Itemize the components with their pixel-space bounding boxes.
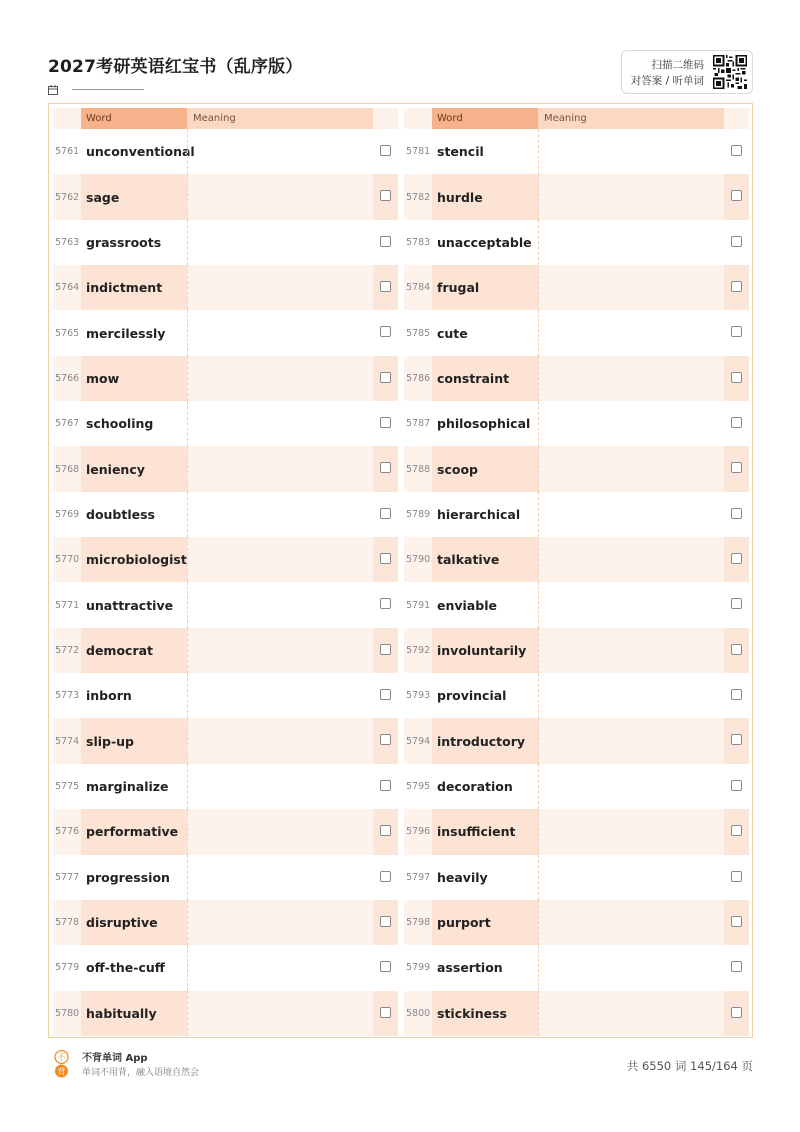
table-row — [53, 764, 398, 809]
word-checkbox[interactable] — [731, 190, 742, 201]
word-text: involuntarily — [432, 628, 538, 673]
word-checkbox[interactable] — [731, 825, 742, 836]
checkbox-cell — [724, 492, 749, 537]
word-text: hurdle — [432, 174, 538, 219]
checkbox-cell — [724, 356, 749, 401]
header-number-cell — [404, 108, 432, 129]
table-row — [404, 628, 749, 673]
checkbox-cell — [373, 537, 398, 582]
meaning-blank[interactable] — [538, 129, 724, 174]
checkbox-cell — [724, 945, 749, 990]
date-blank-line — [72, 89, 144, 90]
word-checkbox[interactable] — [731, 1007, 742, 1018]
meaning-blank[interactable] — [187, 991, 373, 1036]
word-text: insufficient — [432, 809, 538, 854]
table-row — [53, 492, 398, 537]
word-checkbox[interactable] — [731, 961, 742, 972]
table-row — [404, 446, 749, 491]
word-number: 5800 — [406, 1007, 431, 1019]
checkbox-cell — [373, 991, 398, 1036]
checkbox-cell — [373, 809, 398, 854]
word-number: 5794 — [406, 735, 431, 747]
word-text: habitually — [81, 991, 187, 1036]
word-number: 5798 — [406, 917, 431, 929]
table-row — [53, 855, 398, 900]
checkbox-cell — [373, 220, 398, 265]
checkbox-cell — [724, 900, 749, 945]
qr-code-icon[interactable] — [713, 55, 747, 89]
meaning-blank[interactable] — [538, 628, 724, 673]
checkbox-cell — [724, 809, 749, 854]
word-text: purport — [432, 900, 538, 945]
word-checkbox[interactable] — [380, 916, 391, 927]
checkbox-cell — [724, 401, 749, 446]
table-row — [404, 991, 749, 1036]
table-row — [404, 356, 749, 401]
word-checkbox[interactable] — [380, 644, 391, 655]
word-number: 5776 — [55, 826, 80, 838]
word-number: 5761 — [55, 146, 80, 158]
word-checkbox[interactable] — [380, 372, 391, 383]
left-rows — [53, 129, 398, 1036]
word-number: 5778 — [55, 917, 80, 929]
word-checkbox[interactable] — [380, 236, 391, 247]
word-text: introductory — [432, 718, 538, 763]
word-number: 5792 — [406, 644, 431, 656]
meaning-blank[interactable] — [538, 582, 724, 627]
checkbox-cell — [724, 129, 749, 174]
table-row — [404, 855, 749, 900]
word-number: 5787 — [406, 418, 431, 430]
meaning-blank[interactable] — [538, 401, 724, 446]
checkbox-cell — [373, 310, 398, 355]
word-checkbox[interactable] — [380, 326, 391, 337]
table-row — [53, 356, 398, 401]
word-checkbox[interactable] — [380, 780, 391, 791]
meaning-blank[interactable] — [187, 356, 373, 401]
word-checkbox[interactable] — [380, 598, 391, 609]
checkbox-cell — [373, 764, 398, 809]
meaning-blank[interactable] — [187, 855, 373, 900]
word-checkbox[interactable] — [380, 145, 391, 156]
meaning-blank[interactable] — [187, 492, 373, 537]
word-text: stencil — [437, 144, 484, 160]
page-info: 共 6550 词 145/164 页 — [626, 1059, 753, 1073]
word-number: 5790 — [406, 554, 431, 566]
word-text: grassroots — [86, 234, 162, 250]
word-text: disruptive — [81, 900, 187, 945]
table-row — [404, 401, 749, 446]
page-header — [48, 48, 753, 96]
page-footer — [48, 1048, 753, 1082]
word-number: 5781 — [406, 146, 431, 158]
meaning-blank[interactable] — [187, 537, 373, 582]
word-checkbox[interactable] — [380, 1007, 391, 1018]
word-text: doubtless — [86, 506, 156, 522]
word-number: 5793 — [406, 690, 431, 702]
checkbox-cell — [724, 220, 749, 265]
checkbox-cell — [373, 855, 398, 900]
header-check-cell — [724, 108, 749, 129]
word-checkbox[interactable] — [380, 190, 391, 201]
header-word: Word — [432, 108, 538, 129]
table-row — [404, 582, 749, 627]
table-row — [53, 582, 398, 627]
left-column — [53, 108, 398, 1036]
checkbox-cell — [373, 582, 398, 627]
word-number: 5764 — [55, 282, 80, 294]
meaning-blank[interactable] — [187, 310, 373, 355]
word-text: assertion — [437, 960, 503, 976]
word-number: 5774 — [55, 735, 80, 747]
meaning-blank[interactable] — [538, 718, 724, 763]
word-number: 5782 — [406, 191, 431, 203]
table-row — [404, 492, 749, 537]
word-text: inborn — [86, 688, 132, 704]
word-text: mow — [81, 356, 187, 401]
checkbox-cell — [724, 855, 749, 900]
table-row — [404, 764, 749, 809]
word-checkbox[interactable] — [731, 462, 742, 473]
word-number: 5788 — [406, 463, 431, 475]
checkbox-cell — [373, 356, 398, 401]
table-row — [53, 628, 398, 673]
word-text: microbiologist — [81, 537, 187, 582]
qr-panel[interactable] — [621, 50, 753, 94]
checkbox-cell — [373, 174, 398, 219]
word-checkbox[interactable] — [731, 734, 742, 745]
meaning-blank[interactable] — [187, 129, 373, 174]
header-meaning: Meaning — [187, 108, 373, 129]
word-checkbox[interactable] — [380, 734, 391, 745]
meaning-blank[interactable] — [538, 220, 724, 265]
table-row — [53, 945, 398, 990]
word-number: 5765 — [55, 327, 80, 339]
page-title: 2027考研英语红宝书（乱序版） — [48, 57, 303, 77]
meaning-blank[interactable] — [538, 537, 724, 582]
checkbox-cell — [373, 401, 398, 446]
checkbox-cell — [724, 718, 749, 763]
table-row — [53, 809, 398, 854]
table-row — [53, 673, 398, 718]
word-number: 5770 — [55, 554, 80, 566]
word-text: progression — [86, 869, 170, 885]
checkbox-cell — [373, 945, 398, 990]
checkbox-cell — [373, 718, 398, 763]
qr-caption-line1: 扫描二维码 — [651, 59, 704, 71]
word-number: 5791 — [406, 599, 431, 611]
checkbox-cell — [724, 446, 749, 491]
checkbox-cell — [724, 174, 749, 219]
meaning-blank[interactable] — [538, 809, 724, 854]
table-row — [53, 446, 398, 491]
meaning-blank[interactable] — [538, 446, 724, 491]
checkbox-cell — [724, 764, 749, 809]
table-row — [53, 718, 398, 763]
table-row — [53, 129, 398, 174]
meaning-blank[interactable] — [538, 764, 724, 809]
table-row — [404, 310, 749, 355]
checkbox-cell — [724, 628, 749, 673]
meaning-blank[interactable] — [187, 718, 373, 763]
word-text: slip-up — [81, 718, 187, 763]
word-number: 5773 — [55, 690, 80, 702]
word-checkbox[interactable] — [731, 417, 742, 428]
word-number: 5766 — [55, 372, 80, 384]
word-checkbox[interactable] — [731, 508, 742, 519]
table-row — [404, 220, 749, 265]
table-row — [53, 900, 398, 945]
checkbox-cell — [373, 628, 398, 673]
table-row — [404, 537, 749, 582]
word-text: marginalize — [86, 778, 169, 794]
word-checkbox[interactable] — [380, 281, 391, 292]
table-row — [53, 220, 398, 265]
word-text: frugal — [432, 265, 538, 310]
checkbox-cell — [373, 673, 398, 718]
right-rows — [404, 129, 749, 1036]
word-checkbox[interactable] — [731, 326, 742, 337]
word-number: 5786 — [406, 372, 431, 384]
word-text: constraint — [432, 356, 538, 401]
word-text: leniency — [81, 446, 187, 491]
word-checkbox[interactable] — [380, 825, 391, 836]
word-number: 5795 — [406, 780, 431, 792]
word-number: 5777 — [55, 871, 80, 883]
checkbox-cell — [724, 673, 749, 718]
meaning-blank[interactable] — [538, 174, 724, 219]
meaning-blank[interactable] — [187, 446, 373, 491]
word-number: 5762 — [55, 191, 80, 203]
logo-char-2: 背 — [57, 1067, 66, 1076]
word-text: performative — [81, 809, 187, 854]
word-text: unconventional — [86, 144, 195, 160]
meaning-blank[interactable] — [538, 265, 724, 310]
word-number: 5796 — [406, 826, 431, 838]
word-text: unattractive — [86, 597, 174, 613]
checkbox-cell — [724, 310, 749, 355]
word-checkbox[interactable] — [731, 689, 742, 700]
checkbox-cell — [373, 900, 398, 945]
word-checkbox[interactable] — [380, 961, 391, 972]
header-number-cell — [53, 108, 81, 129]
word-checkbox[interactable] — [731, 871, 742, 882]
meaning-blank[interactable] — [538, 991, 724, 1036]
word-checkbox[interactable] — [731, 281, 742, 292]
checkbox-cell — [724, 537, 749, 582]
app-logo-icon — [52, 1050, 71, 1078]
word-checkbox[interactable] — [731, 236, 742, 247]
word-checkbox[interactable] — [731, 644, 742, 655]
word-number: 5767 — [55, 418, 80, 430]
word-text: democrat — [81, 628, 187, 673]
meaning-blank[interactable] — [187, 582, 373, 627]
checkbox-cell — [373, 446, 398, 491]
meaning-blank[interactable] — [187, 673, 373, 718]
word-text: heavily — [437, 869, 488, 885]
checkbox-cell — [373, 265, 398, 310]
word-text: schooling — [86, 416, 154, 432]
checkbox-cell — [724, 265, 749, 310]
word-text: decoration — [437, 778, 513, 794]
word-number: 5769 — [55, 508, 80, 520]
table-row — [53, 310, 398, 355]
checkbox-cell — [724, 991, 749, 1036]
table-row — [404, 945, 749, 990]
meaning-blank[interactable] — [538, 356, 724, 401]
table-header — [404, 108, 749, 129]
header-check-cell — [373, 108, 398, 129]
header-word: Word — [81, 108, 187, 129]
word-number: 5775 — [55, 780, 80, 792]
checkbox-cell — [373, 129, 398, 174]
word-checkbox[interactable] — [731, 553, 742, 564]
table-row — [53, 401, 398, 446]
meaning-blank[interactable] — [187, 809, 373, 854]
word-text: enviable — [437, 597, 497, 613]
table-row — [404, 129, 749, 174]
checkbox-cell — [724, 582, 749, 627]
word-text: off-the-cuff — [86, 960, 165, 976]
word-checkbox[interactable] — [380, 871, 391, 882]
meaning-blank[interactable] — [187, 764, 373, 809]
meaning-blank[interactable] — [187, 265, 373, 310]
meaning-blank[interactable] — [538, 492, 724, 537]
word-checkbox[interactable] — [380, 508, 391, 519]
table-row — [53, 265, 398, 310]
word-checkbox[interactable] — [380, 689, 391, 700]
word-text: provincial — [437, 688, 507, 704]
table-row — [404, 265, 749, 310]
table-row — [404, 673, 749, 718]
word-text: cute — [437, 325, 468, 341]
meaning-blank[interactable] — [538, 945, 724, 990]
word-text: stickiness — [432, 991, 538, 1036]
word-checkbox[interactable] — [731, 598, 742, 609]
word-number: 5772 — [55, 644, 80, 656]
word-checkbox[interactable] — [731, 780, 742, 791]
meaning-blank[interactable] — [538, 673, 724, 718]
table-row — [404, 900, 749, 945]
word-number: 5797 — [406, 871, 431, 883]
meaning-blank[interactable] — [187, 900, 373, 945]
word-checkbox[interactable] — [380, 417, 391, 428]
right-column — [404, 108, 749, 1036]
header-meaning: Meaning — [538, 108, 724, 129]
table-row — [53, 174, 398, 219]
word-text: hierarchical — [437, 506, 521, 522]
meaning-blank[interactable] — [187, 220, 373, 265]
meaning-blank[interactable] — [538, 900, 724, 945]
word-checkbox[interactable] — [731, 916, 742, 927]
word-number: 5768 — [55, 463, 80, 475]
word-number: 5783 — [406, 236, 431, 248]
word-checkbox[interactable] — [731, 372, 742, 383]
table-row — [404, 174, 749, 219]
word-text: sage — [81, 174, 187, 219]
word-text: scoop — [432, 446, 538, 491]
table-row — [404, 809, 749, 854]
table-row — [53, 537, 398, 582]
meaning-blank[interactable] — [187, 174, 373, 219]
word-number: 5771 — [55, 599, 80, 611]
word-text: mercilessly — [86, 325, 166, 341]
meaning-blank[interactable] — [538, 855, 724, 900]
meaning-blank[interactable] — [187, 401, 373, 446]
word-text: talkative — [432, 537, 538, 582]
qr-caption-line2: 对答案 / 听单词 — [630, 75, 704, 87]
word-checkbox[interactable] — [380, 462, 391, 473]
word-checkbox[interactable] — [731, 145, 742, 156]
word-number: 5763 — [55, 236, 80, 248]
word-number: 5799 — [406, 962, 431, 974]
word-number: 5784 — [406, 282, 431, 294]
table-header — [53, 108, 398, 129]
date-field — [48, 80, 144, 90]
word-number: 5789 — [406, 508, 431, 520]
word-number: 5780 — [55, 1007, 80, 1019]
table-row — [404, 718, 749, 763]
checkbox-cell — [373, 492, 398, 537]
word-text: indictment — [81, 265, 187, 310]
meaning-blank[interactable] — [538, 310, 724, 355]
meaning-blank[interactable] — [187, 945, 373, 990]
app-slogan: 单词不用背，融入语境自然会 — [82, 1068, 200, 1078]
qr-caption — [631, 57, 704, 89]
vocabulary-table — [48, 103, 753, 1038]
word-text: unacceptable — [437, 234, 532, 250]
word-number: 5779 — [55, 962, 80, 974]
table-row — [53, 991, 398, 1036]
word-number: 5785 — [406, 327, 431, 339]
logo-char-1: 不 — [57, 1053, 66, 1062]
meaning-blank[interactable] — [187, 628, 373, 673]
calendar-icon — [48, 80, 58, 90]
word-text: philosophical — [437, 416, 531, 432]
app-name: 不背单词 App — [82, 1053, 148, 1064]
word-checkbox[interactable] — [380, 553, 391, 564]
